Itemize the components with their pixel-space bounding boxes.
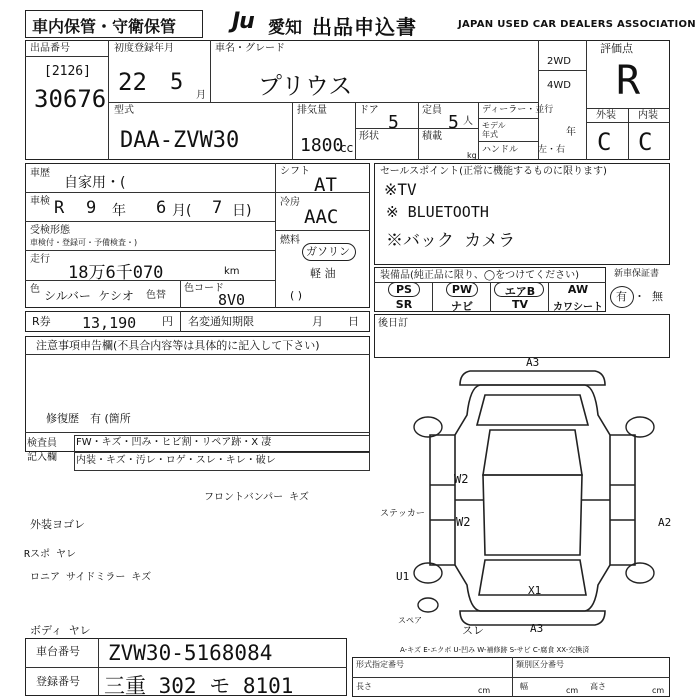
- fuel-label: 燃料: [280, 235, 300, 246]
- color-value: シルバー ケシオ: [44, 289, 134, 303]
- spare-label: スペア: [398, 616, 422, 625]
- drive-2wd: 2WD: [547, 56, 571, 67]
- postscript-label: 後日訂: [378, 318, 408, 329]
- plate-label: 登録番号: [36, 675, 80, 688]
- dealer-label: ディーラー・並行: [482, 105, 554, 115]
- inspection-day: 7: [212, 198, 223, 218]
- first-reg-year: 22: [118, 68, 147, 96]
- first-reg-label: 初度登録年月: [114, 43, 174, 54]
- note-mirror: ロニア サイドミラー キズ: [30, 572, 152, 583]
- tax-value: 13,190: [82, 314, 137, 332]
- fuel-diesel: 軽 油: [310, 267, 336, 280]
- shift-label: シフト: [280, 166, 310, 177]
- mark-a3-top: A3: [526, 356, 540, 369]
- ju-logo: Ju: [232, 9, 254, 34]
- equip-sr: SR: [395, 298, 413, 311]
- warranty-dot: ・: [634, 290, 645, 303]
- aichi-label: 愛知: [268, 18, 302, 38]
- equip-airbag: エアB: [504, 285, 536, 298]
- grade-value: R: [616, 58, 641, 104]
- inspector-interior-row: 内装・キズ・汚レ・ロゲ・スレ・キレ・破レ: [76, 455, 276, 466]
- car-name-label: 車名・グレード: [215, 43, 285, 54]
- drive-4wd: 4WD: [547, 80, 571, 91]
- repair-history: 修復歴 有 (箇所: [46, 412, 131, 425]
- displacement-label: 排気量: [297, 105, 327, 116]
- color-label: 色: [30, 284, 40, 295]
- length-unit: cm: [478, 686, 491, 695]
- mark-u1: U1: [396, 570, 410, 583]
- note-r-spoiler: Rスポ ヤレ: [24, 549, 76, 560]
- first-reg-month-unit: 月: [196, 90, 206, 101]
- color-replaced: 色替: [146, 290, 166, 301]
- doors-value: 5: [388, 112, 399, 133]
- capacity-unit: 人: [463, 116, 473, 127]
- lot-number-label: 出品番号: [30, 43, 70, 54]
- inspection-era: R: [54, 198, 65, 218]
- inspection-y: 年: [112, 203, 126, 219]
- chassis-value: ZVW30-5168084: [108, 641, 273, 665]
- spec-number-label: 形式指定番号: [356, 660, 404, 669]
- equip-navi: ナビ: [451, 300, 473, 313]
- car-diagram: [400, 355, 670, 645]
- exterior-value: C: [597, 128, 612, 156]
- sales-points-label: セールスポイント(正常に機能するものに限ります): [380, 166, 607, 177]
- storage-note: 車内保管・守衛保管: [32, 17, 177, 36]
- equip-ps: PS: [396, 283, 412, 296]
- sales-point-2: ※ BLUETOOTH: [386, 203, 489, 221]
- note-front-bumper: フロントバンパー キズ: [204, 492, 309, 503]
- mark-a3-bottom: A3: [530, 622, 544, 635]
- notes-label: 注意事項申告欄(不具合内容等は具体的に記入して下さい): [36, 339, 320, 352]
- year-unit: 年: [566, 127, 576, 138]
- doors-label: ドア: [359, 105, 379, 116]
- mark-w2-door: W2: [456, 515, 471, 529]
- inspection-month: 6: [156, 198, 167, 218]
- association-name: JAPAN USED CAR DEALERS ASSOCIATION: [458, 19, 696, 30]
- sales-point-3: ※バック カメラ: [386, 231, 516, 251]
- inspector-fw-row: FW・キズ・凹み・ヒビ割・リペア跡・X 凄: [76, 437, 272, 448]
- accept-form-label: 受検形態: [30, 225, 70, 236]
- mileage-unit: km: [224, 266, 240, 277]
- mileage-label: 走行: [30, 254, 50, 265]
- handle-label: ハンドル: [482, 145, 519, 155]
- inspection-d: 日): [232, 203, 252, 219]
- fuel-other: ( ): [290, 289, 303, 302]
- load-unit: kg: [467, 151, 477, 160]
- fuel-gas: ガソリン: [306, 245, 350, 258]
- displacement-value: 1800: [300, 135, 344, 156]
- height-unit: cm: [652, 686, 665, 695]
- interior-value: C: [638, 128, 653, 156]
- equipment-label: 装備品(純正品に限り、◯をつけてください): [380, 270, 579, 281]
- width-label: 幅: [520, 682, 528, 691]
- shape-label: 形状: [359, 131, 379, 142]
- ac-label: 冷房: [280, 197, 300, 208]
- history-label: 車歴: [30, 168, 50, 179]
- model-year-label: モデル 年式: [482, 121, 506, 139]
- equip-leather-seat: カワシート: [553, 302, 603, 313]
- sales-point-1: ※TV: [384, 180, 417, 199]
- warranty-label: 新車保証書: [614, 269, 660, 279]
- mark-x1: X1: [528, 584, 542, 597]
- chassis-label: 車台番号: [36, 645, 80, 658]
- ac-value: AAC: [304, 206, 339, 228]
- note-body: ボディ ヤレ: [30, 624, 91, 637]
- lot-sub-number: [2126]: [44, 64, 91, 79]
- equip-aw: AW: [567, 283, 589, 296]
- warranty-none: 無: [652, 290, 663, 303]
- class-number-label: 類別区分番号: [516, 660, 564, 669]
- mark-a2-right: A2: [658, 516, 672, 529]
- accept-form-options: 車検付・登録可・予備検査・): [30, 238, 138, 247]
- tax-label: R券: [32, 315, 51, 328]
- lot-number: 30676: [34, 85, 107, 113]
- inspection-m: 月(: [172, 203, 192, 219]
- damage-legend: A-キズ E-エクボ U-凹み W-補修跡 S-サビ C-腐食 XX-交換済: [400, 646, 590, 654]
- name-change-month: 月: [312, 315, 323, 328]
- capacity-value: 5: [448, 112, 459, 133]
- equip-ps-circle: [388, 282, 420, 297]
- mark-w2-hood: W2: [454, 472, 469, 486]
- history-value: 自家用・(: [64, 175, 126, 191]
- color-code-value: 8V0: [218, 291, 246, 309]
- model-label: 型式: [114, 105, 134, 116]
- tax-unit: 円: [162, 315, 173, 328]
- displacement-unit: cc: [340, 141, 354, 155]
- car-name-value: プリウス: [258, 72, 353, 100]
- load-label: 積載: [422, 131, 442, 142]
- width-unit: cm: [566, 686, 579, 695]
- height-label: 高さ: [590, 682, 606, 691]
- equip-airbag-circle: [494, 282, 544, 297]
- color-code-label: 色コード: [184, 283, 224, 294]
- equip-pw: PW: [451, 283, 473, 296]
- warranty-have: 有: [616, 290, 627, 303]
- name-change-day: 日: [348, 315, 359, 328]
- name-change-label: 名変通知期限: [188, 315, 254, 328]
- shift-value: AT: [314, 174, 337, 196]
- length-label: 長さ: [356, 682, 372, 691]
- first-reg-month: 5: [170, 70, 184, 95]
- note-exterior: 外装ヨゴレ: [30, 518, 85, 531]
- inspection-year: 9: [86, 198, 97, 218]
- interior-label: 内装: [638, 110, 658, 121]
- mileage-value: 18万6千070: [68, 263, 164, 283]
- inspection-label: 車検: [30, 196, 50, 207]
- handle-value: 左・右: [538, 145, 566, 155]
- exterior-label: 外装: [596, 110, 616, 121]
- equip-tv: TV: [511, 298, 529, 311]
- capacity-label: 定員: [422, 105, 442, 116]
- postscript-frame: [374, 314, 670, 358]
- equip-pw-circle: [446, 282, 478, 297]
- inspector-label: 検査員 記入欄: [27, 438, 57, 463]
- plate-value: 三重 302 モ 8101: [104, 674, 294, 698]
- grade-label: 評価点: [600, 42, 633, 55]
- mark-scratch: スレ: [462, 624, 484, 637]
- mark-sticker: ステッカー: [380, 509, 425, 519]
- model-value: DAA-ZVW30: [120, 128, 240, 153]
- form-title: 出品申込書: [312, 15, 417, 39]
